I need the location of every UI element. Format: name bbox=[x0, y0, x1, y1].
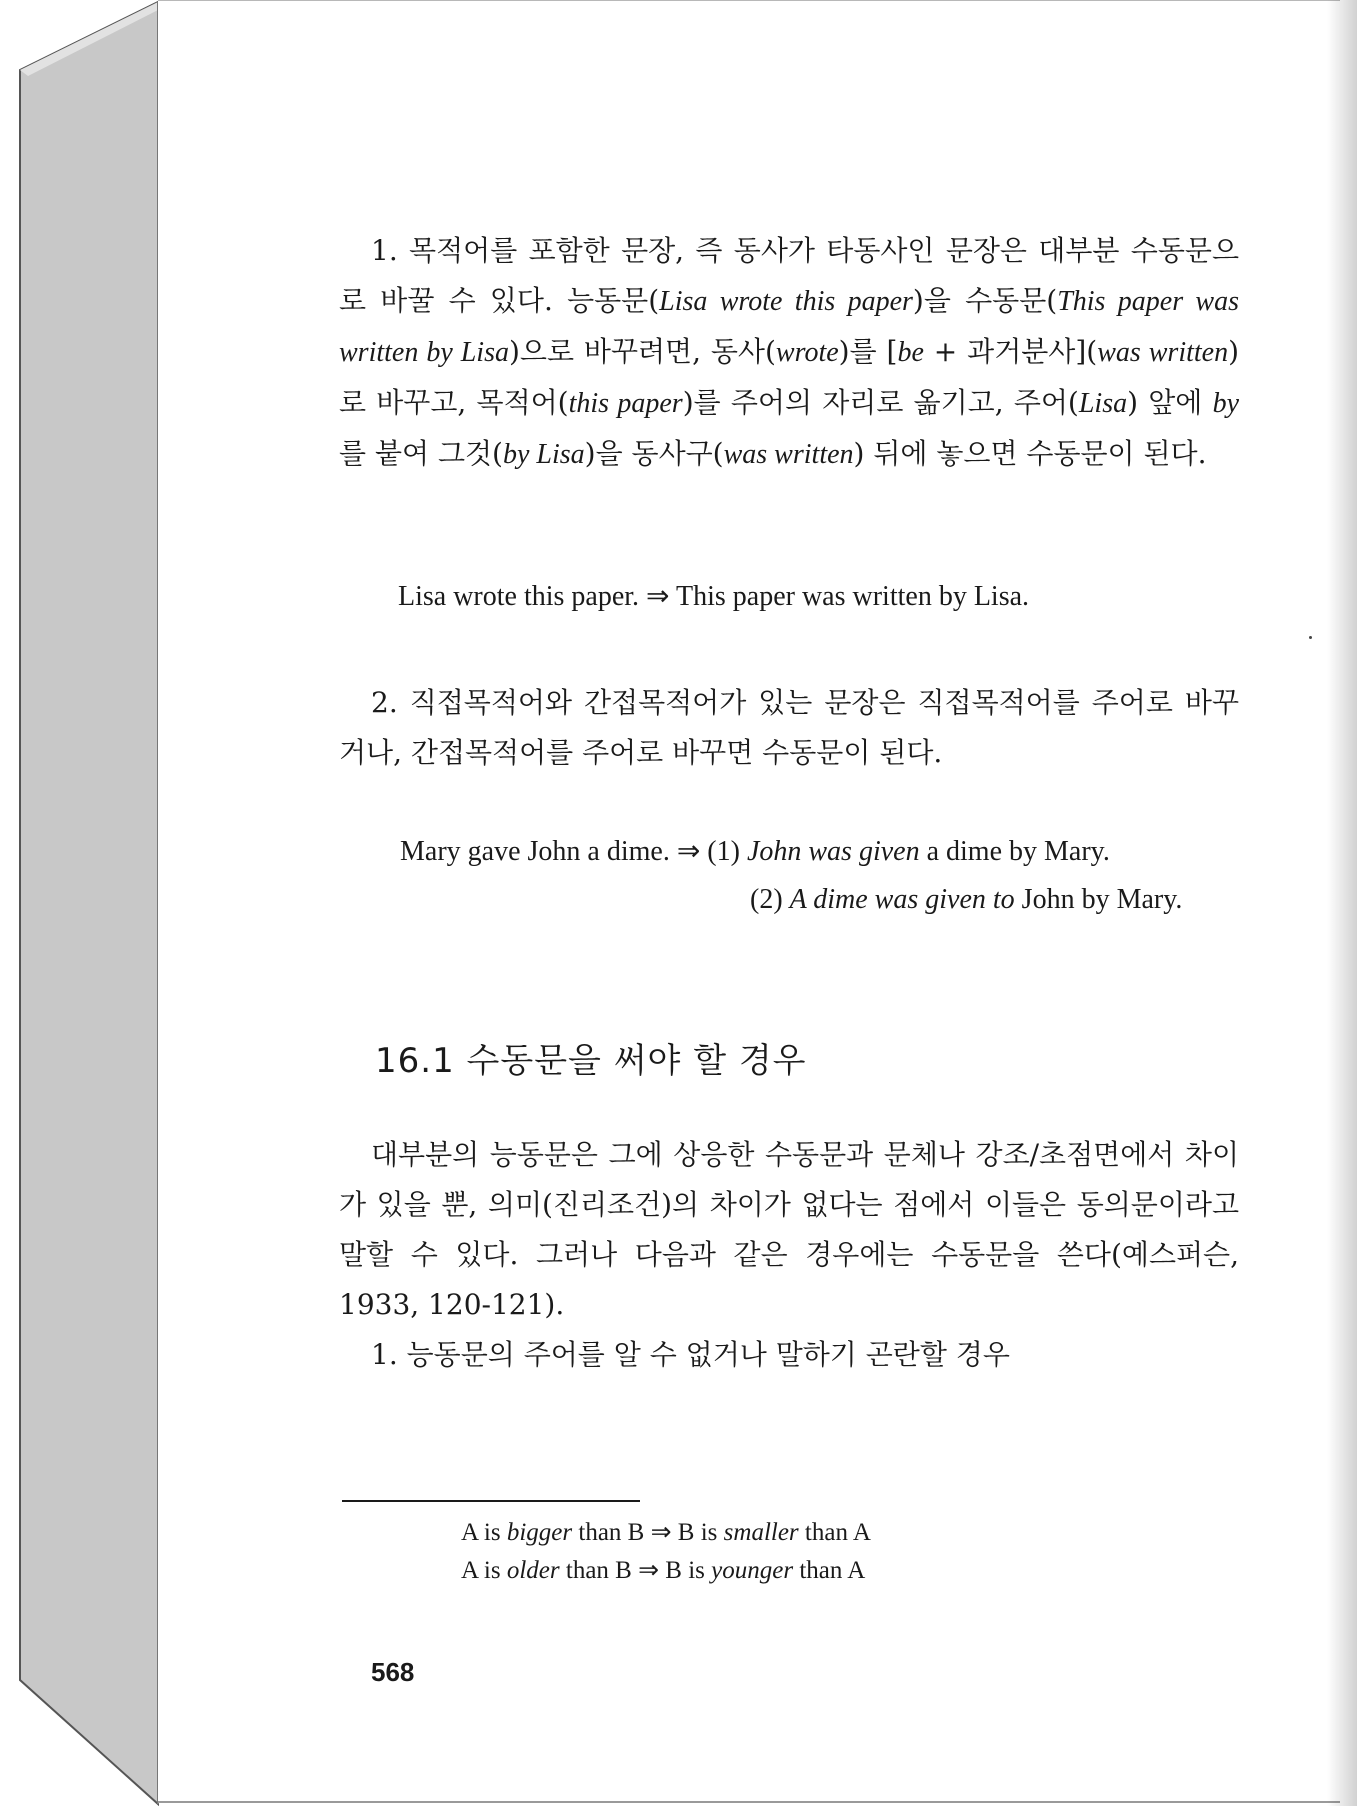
footnote-2-e: than A bbox=[793, 1557, 866, 1584]
paragraph-1-italic-run: by Lisa bbox=[502, 439, 585, 470]
footnote-1-e: than A bbox=[798, 1519, 871, 1546]
footnote-2-d: younger bbox=[711, 1557, 794, 1584]
paragraph-1-run: )을 동사구( bbox=[584, 437, 724, 470]
paragraph-3-text: 대부분의 능동문은 그에 상응한 수동문과 문체나 강조/초점면에서 차이가 있을 뿐, 의미(진리조건)의 차이가 없다는 점에서 이들은 동의문이라고 말할 수 있다. 그러나 다음과 같은 경우에는 수동문을 쓴다(예스퍼슨, 1933, 120-121). bbox=[339, 1138, 1239, 1321]
paragraph-1-italic-run: was written bbox=[723, 439, 854, 470]
footnote-1-a: A is bbox=[461, 1519, 507, 1546]
scan-speck bbox=[1309, 636, 1312, 639]
section-heading: 16.1 수동문을 써야 할 경우 bbox=[375, 1041, 807, 1081]
page-edge-shadow bbox=[1327, 0, 1357, 1806]
paragraph-3 bbox=[339, 1130, 1239, 1380]
paragraph-1-run: )으로 바꾸려면, 동사( bbox=[509, 335, 776, 368]
paragraph-1-italic-run: wrote bbox=[775, 337, 839, 368]
paragraph-1 bbox=[339, 226, 1239, 480]
example-2-line-2 bbox=[750, 884, 1182, 916]
example-2-lead: Mary gave John a dime. ⇒ (1) bbox=[400, 836, 747, 867]
footnote-line-2 bbox=[461, 1555, 865, 1585]
example-2-line-2-num: (2) bbox=[750, 884, 790, 915]
book-spine bbox=[0, 0, 170, 1806]
paragraph-2 bbox=[339, 678, 1239, 778]
paragraph-1-text bbox=[339, 226, 1239, 480]
paragraph-1-run: )로 바꾸고, 목적어( bbox=[339, 335, 1240, 419]
footnote-1-b: bigger bbox=[506, 1519, 573, 1546]
footnote-rule bbox=[342, 1500, 640, 1502]
paragraph-1-italic-run: Lisa wrote this paper bbox=[659, 286, 913, 317]
paragraph-1-run: 를 붙여 그것( bbox=[339, 437, 503, 470]
footnote-line-1 bbox=[461, 1517, 871, 1547]
footnote-1-d: smaller bbox=[723, 1519, 799, 1546]
paragraph-1-italic-run: be bbox=[897, 337, 924, 368]
paragraph-1-run: 1. 목적어를 포함한 문장, 즉 동사가 타동사인 문장은 대부분 수동문으로 바꿀 수 있다. 능동문( bbox=[339, 234, 1239, 317]
footnote-2-b: older bbox=[506, 1557, 560, 1584]
example-2-line-1-rest: a dime by Mary. bbox=[919, 836, 1110, 867]
footnote-2-a: A is bbox=[461, 1557, 507, 1584]
example-2-line-1-italic: John was given bbox=[746, 836, 920, 867]
paragraph-1-italic-run: This paper was written by Lisa bbox=[339, 286, 1239, 368]
paragraph-2-text: 2. 직접목적어와 간접목적어가 있는 문장은 직접목적어를 주어로 바꾸거나, 간접목적어를 주어로 바꾸면 수동문이 된다. bbox=[339, 686, 1239, 769]
paragraph-1-run: ) 앞에 bbox=[1127, 386, 1213, 419]
paragraph-1-italic-run: was written bbox=[1097, 337, 1229, 368]
paragraph-1-run: ) 뒤에 놓으면 수동문이 된다. bbox=[853, 437, 1207, 470]
example-2-line-2-rest: John by Mary. bbox=[1014, 884, 1183, 915]
paragraph-1-italic-run: by bbox=[1212, 388, 1239, 419]
page-number: 568 bbox=[371, 1657, 415, 1687]
example-2-line-2-italic: A dime was given to bbox=[789, 884, 1015, 915]
example-1: Lisa wrote this paper. ⇒ This paper was written by Lisa. bbox=[398, 581, 1030, 612]
example-2-line-1 bbox=[400, 834, 1110, 868]
paragraph-1-run: )을 수동문( bbox=[912, 284, 1058, 317]
paragraph-1-run: + 과거분사]( bbox=[923, 335, 1098, 368]
footnote-2-c: than B ⇒ B is bbox=[559, 1557, 712, 1584]
list-item-1: 1. 능동문의 주어를 알 수 없거나 말하기 곤란할 경우 bbox=[371, 1338, 1010, 1371]
footnote-1-c: than B ⇒ B is bbox=[572, 1519, 724, 1546]
paragraph-1-run: )를 주어의 자리로 옮기고, 주어( bbox=[682, 386, 1079, 419]
paragraph-1-italic-run: this paper bbox=[568, 388, 683, 419]
paragraph-1-italic-run: Lisa bbox=[1078, 388, 1128, 419]
paragraph-1-run: )를 [ bbox=[838, 335, 898, 368]
